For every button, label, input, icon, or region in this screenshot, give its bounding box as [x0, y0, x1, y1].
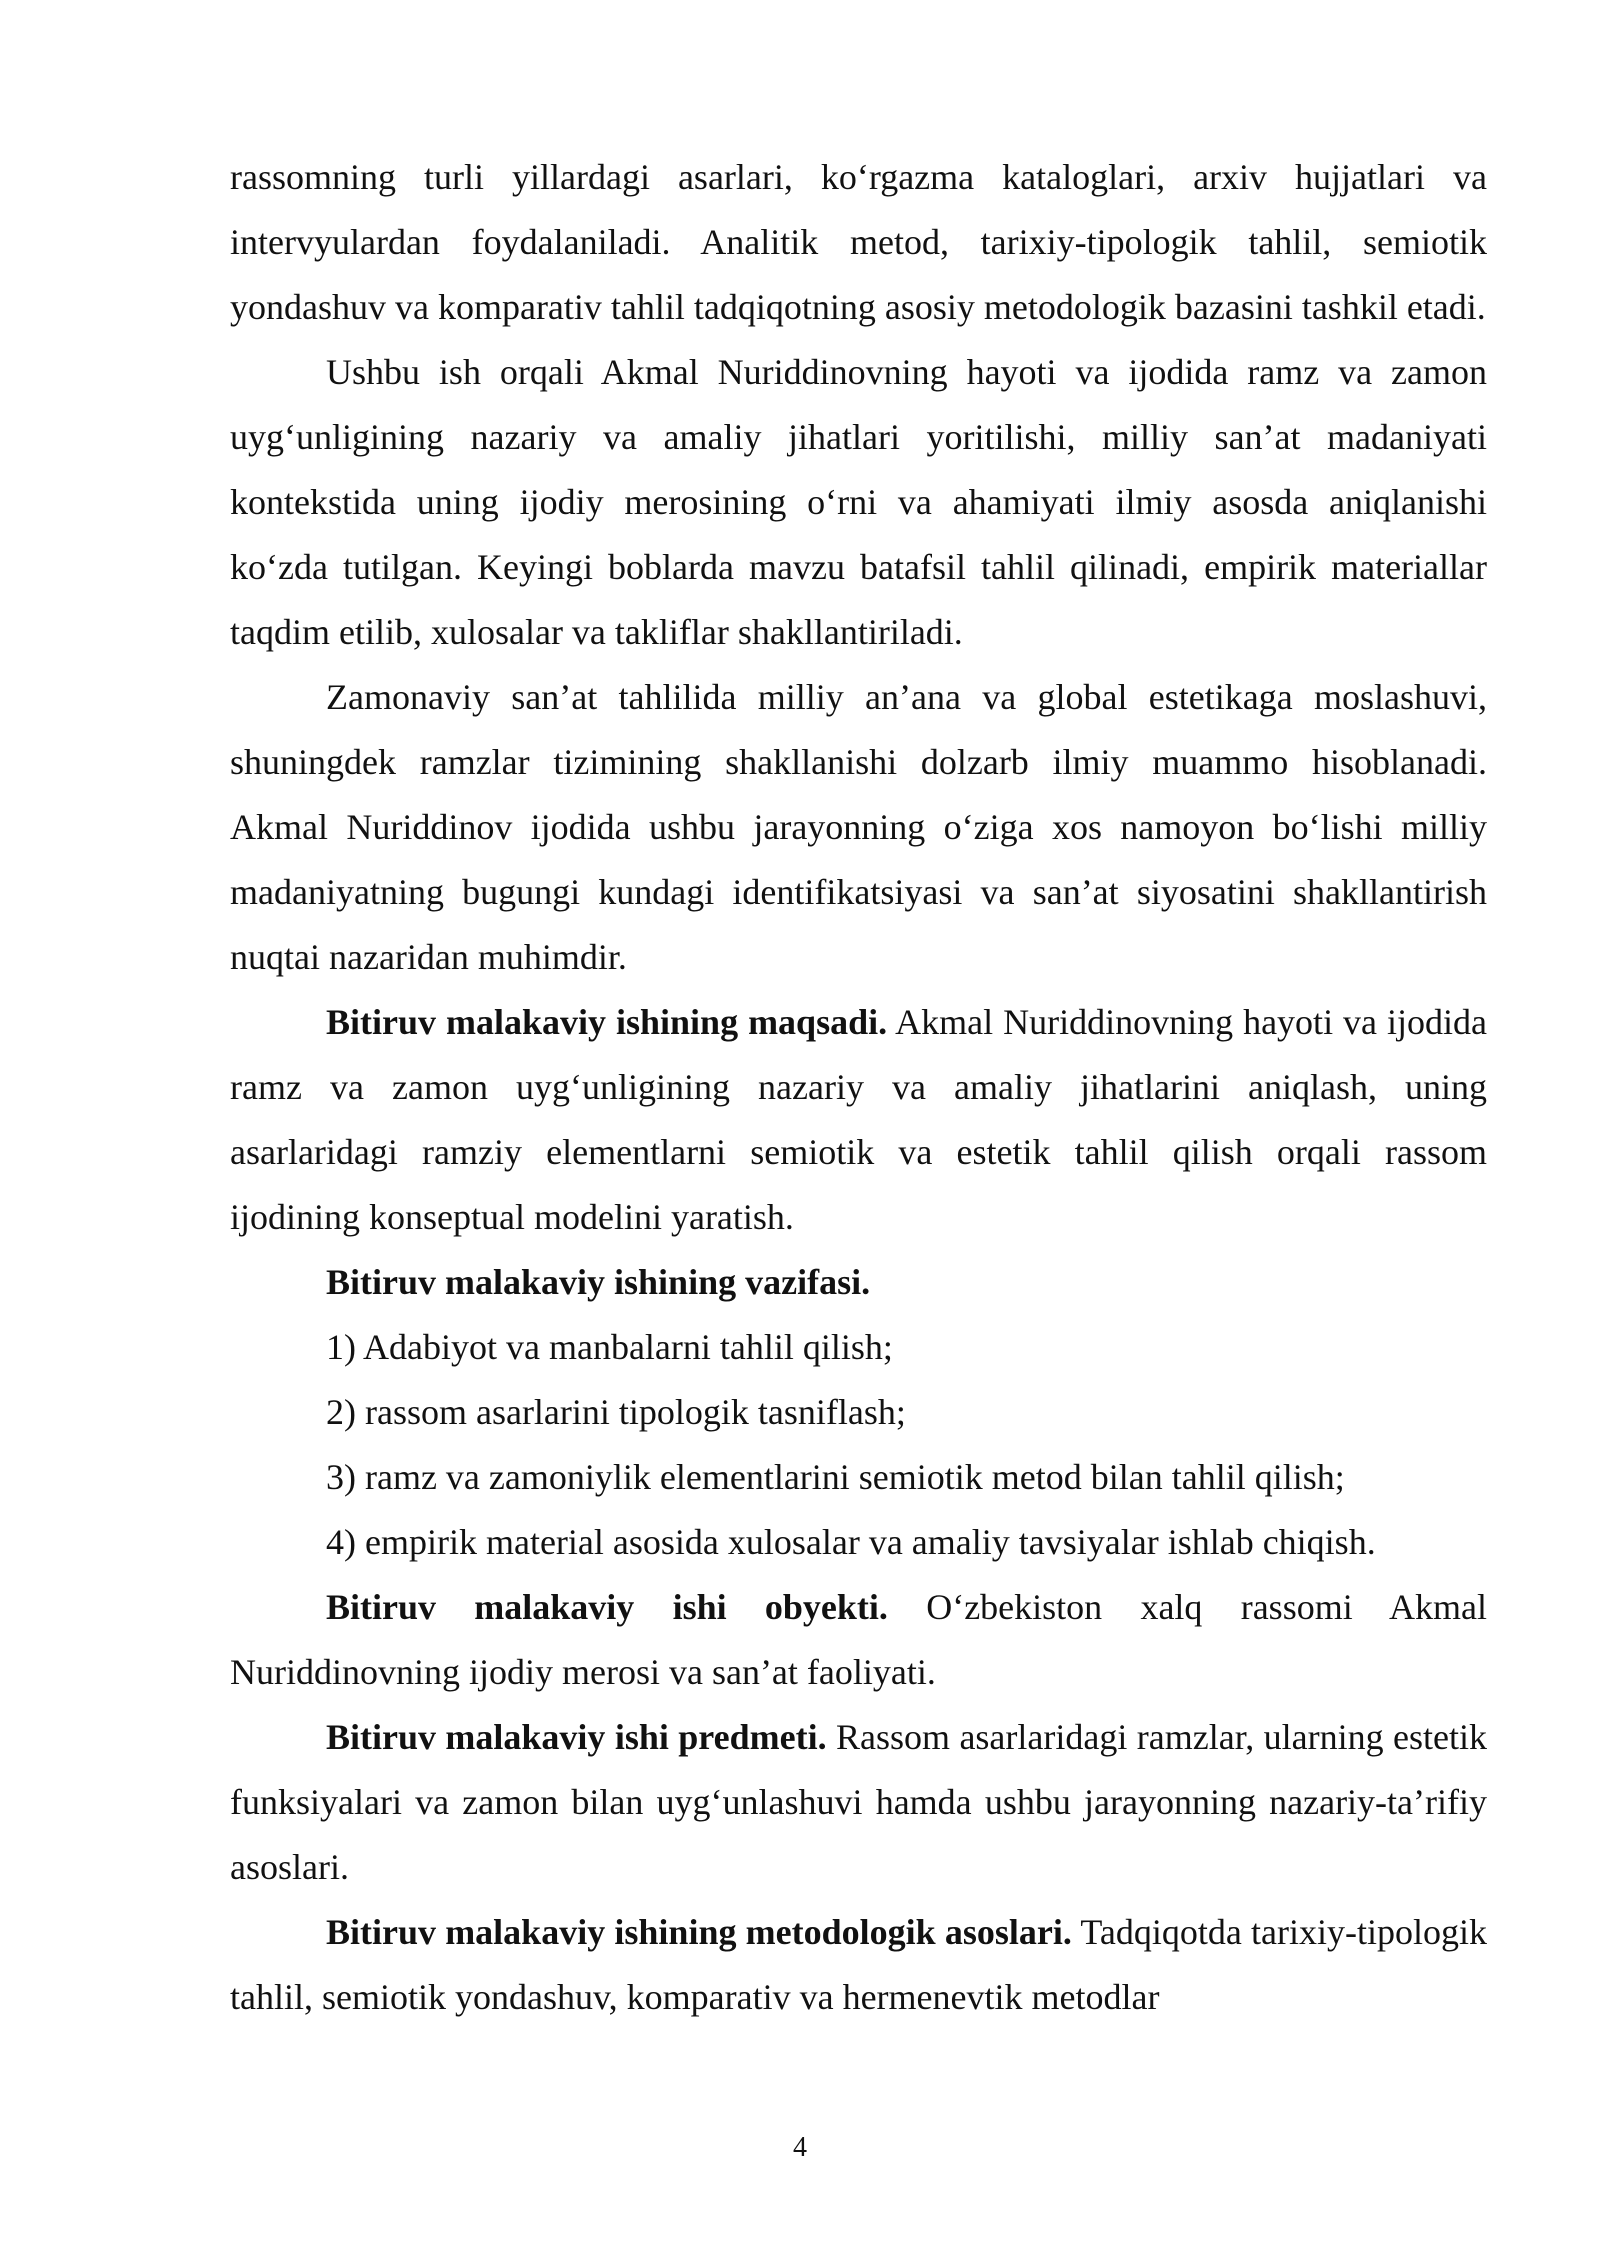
paragraph-methods-sources: rassomning turli yillardagi asarlari, ko‘rgazma kataloglari, arxiv hujjatlari va intervyulardan foydalaniladi. Analitik metod, tarixiy-tipologik tahlil, semiotik yondashuv va komparativ tahlil tadqiqotning asosiy metodologik bazasini tashkil etadi. [230, 157, 1487, 327]
paragraph-predmet [230, 1705, 1487, 1900]
vazifa-list-item: 4) empirik material asosida xulosalar va amaliy tavsiyalar ishlab chiqish. [326, 1522, 1376, 1562]
maqsad-heading: Bitiruv malakaviy ishining maqsadi. [326, 1002, 888, 1042]
vazifa-heading: Bitiruv malakaviy ishining vazifasi. [326, 1262, 871, 1302]
page-body [230, 145, 1487, 2030]
maqsad-text: Akmal Nuriddinovning hayoti va ijodida ramz va zamon uyg‘unligining nazariy va amaliy jihatlarini aniqlash, uning asarlaridagi ramziy elementlarni semiotik va estetik tahlil qilish orqali rassom ijodining konseptual modelini yaratish. [230, 1002, 1488, 1237]
vazifa-list-item: 3) ramz va zamoniylik elementlarini semiotik metod bilan tahlil qilish; [326, 1457, 1345, 1497]
predmet-heading: Bitiruv malakaviy ishi predmeti. [326, 1717, 827, 1757]
obyekt-heading: Bitiruv malakaviy ishi obyekti. [326, 1587, 888, 1627]
paragraph-relevance: Zamonaviy san’at tahlilida milliy an’ana va global estetikaga moslashuvi, shuningdek ramzlar tizimining shakllanishi dolzarb ilmiy muammo hisoblanadi. Akmal Nuriddinov ijodida ushbu jarayonning o‘ziga xos namoyon bo‘lishi milliy madaniyatning bugungi kundagi identifikatsiyasi va san’at siyosatini shakllantirish nuqtai nazaridan muhimdir. [230, 677, 1487, 977]
predmet-text: Rassom asarlaridagi ramzlar, ularning estetik funksiyalari va zamon bilan uyg‘unlashuvi hamda ushbu jarayonning nazariy-ta’rifiy asoslari. [230, 1717, 1488, 1887]
vazifa-list-item: 2) rassom asarlarini tipologik tasniflash; [326, 1392, 906, 1432]
metodologik-text: Tadqiqotda tarixiy-tipologik tahlil, semiotik yondashuv, komparativ va hermenevtik metodlar [230, 1912, 1487, 2017]
vazifa-list-item: 1) Adabiyot va manbalarni tahlil qilish; [326, 1327, 893, 1367]
paragraph-maqsad [230, 990, 1487, 1250]
metodologik-heading: Bitiruv malakaviy ishining metodologik asoslari. [326, 1912, 1072, 1952]
paragraph-vazifa-heading [230, 1250, 1487, 1315]
paragraph-metodologik [230, 1900, 1487, 2030]
paragraph-obyekt [230, 1575, 1487, 1705]
page-number: 4 [793, 2132, 807, 2163]
paragraph-work-purpose: Ushbu ish orqali Akmal Nuriddinovning hayoti va ijodida ramz va zamon uyg‘unligining nazariy va amaliy jihatlari yoritilishi, milliy san’at madaniyati kontekstida uning ijodiy merosining o‘rni va ahamiyati ilmiy asosda aniqlanishi ko‘zda tutilgan. Keyingi boblarda mavzu batafsil tahlil qilinadi, empirik materiallar taqdim etilib, xulosalar va takliflar shakllantiriladi. [230, 352, 1487, 652]
obyekt-text: O‘zbekiston xalq rassomi Akmal Nuriddinovning ijodiy merosi va san’at faoliyati. [230, 1587, 1487, 1692]
